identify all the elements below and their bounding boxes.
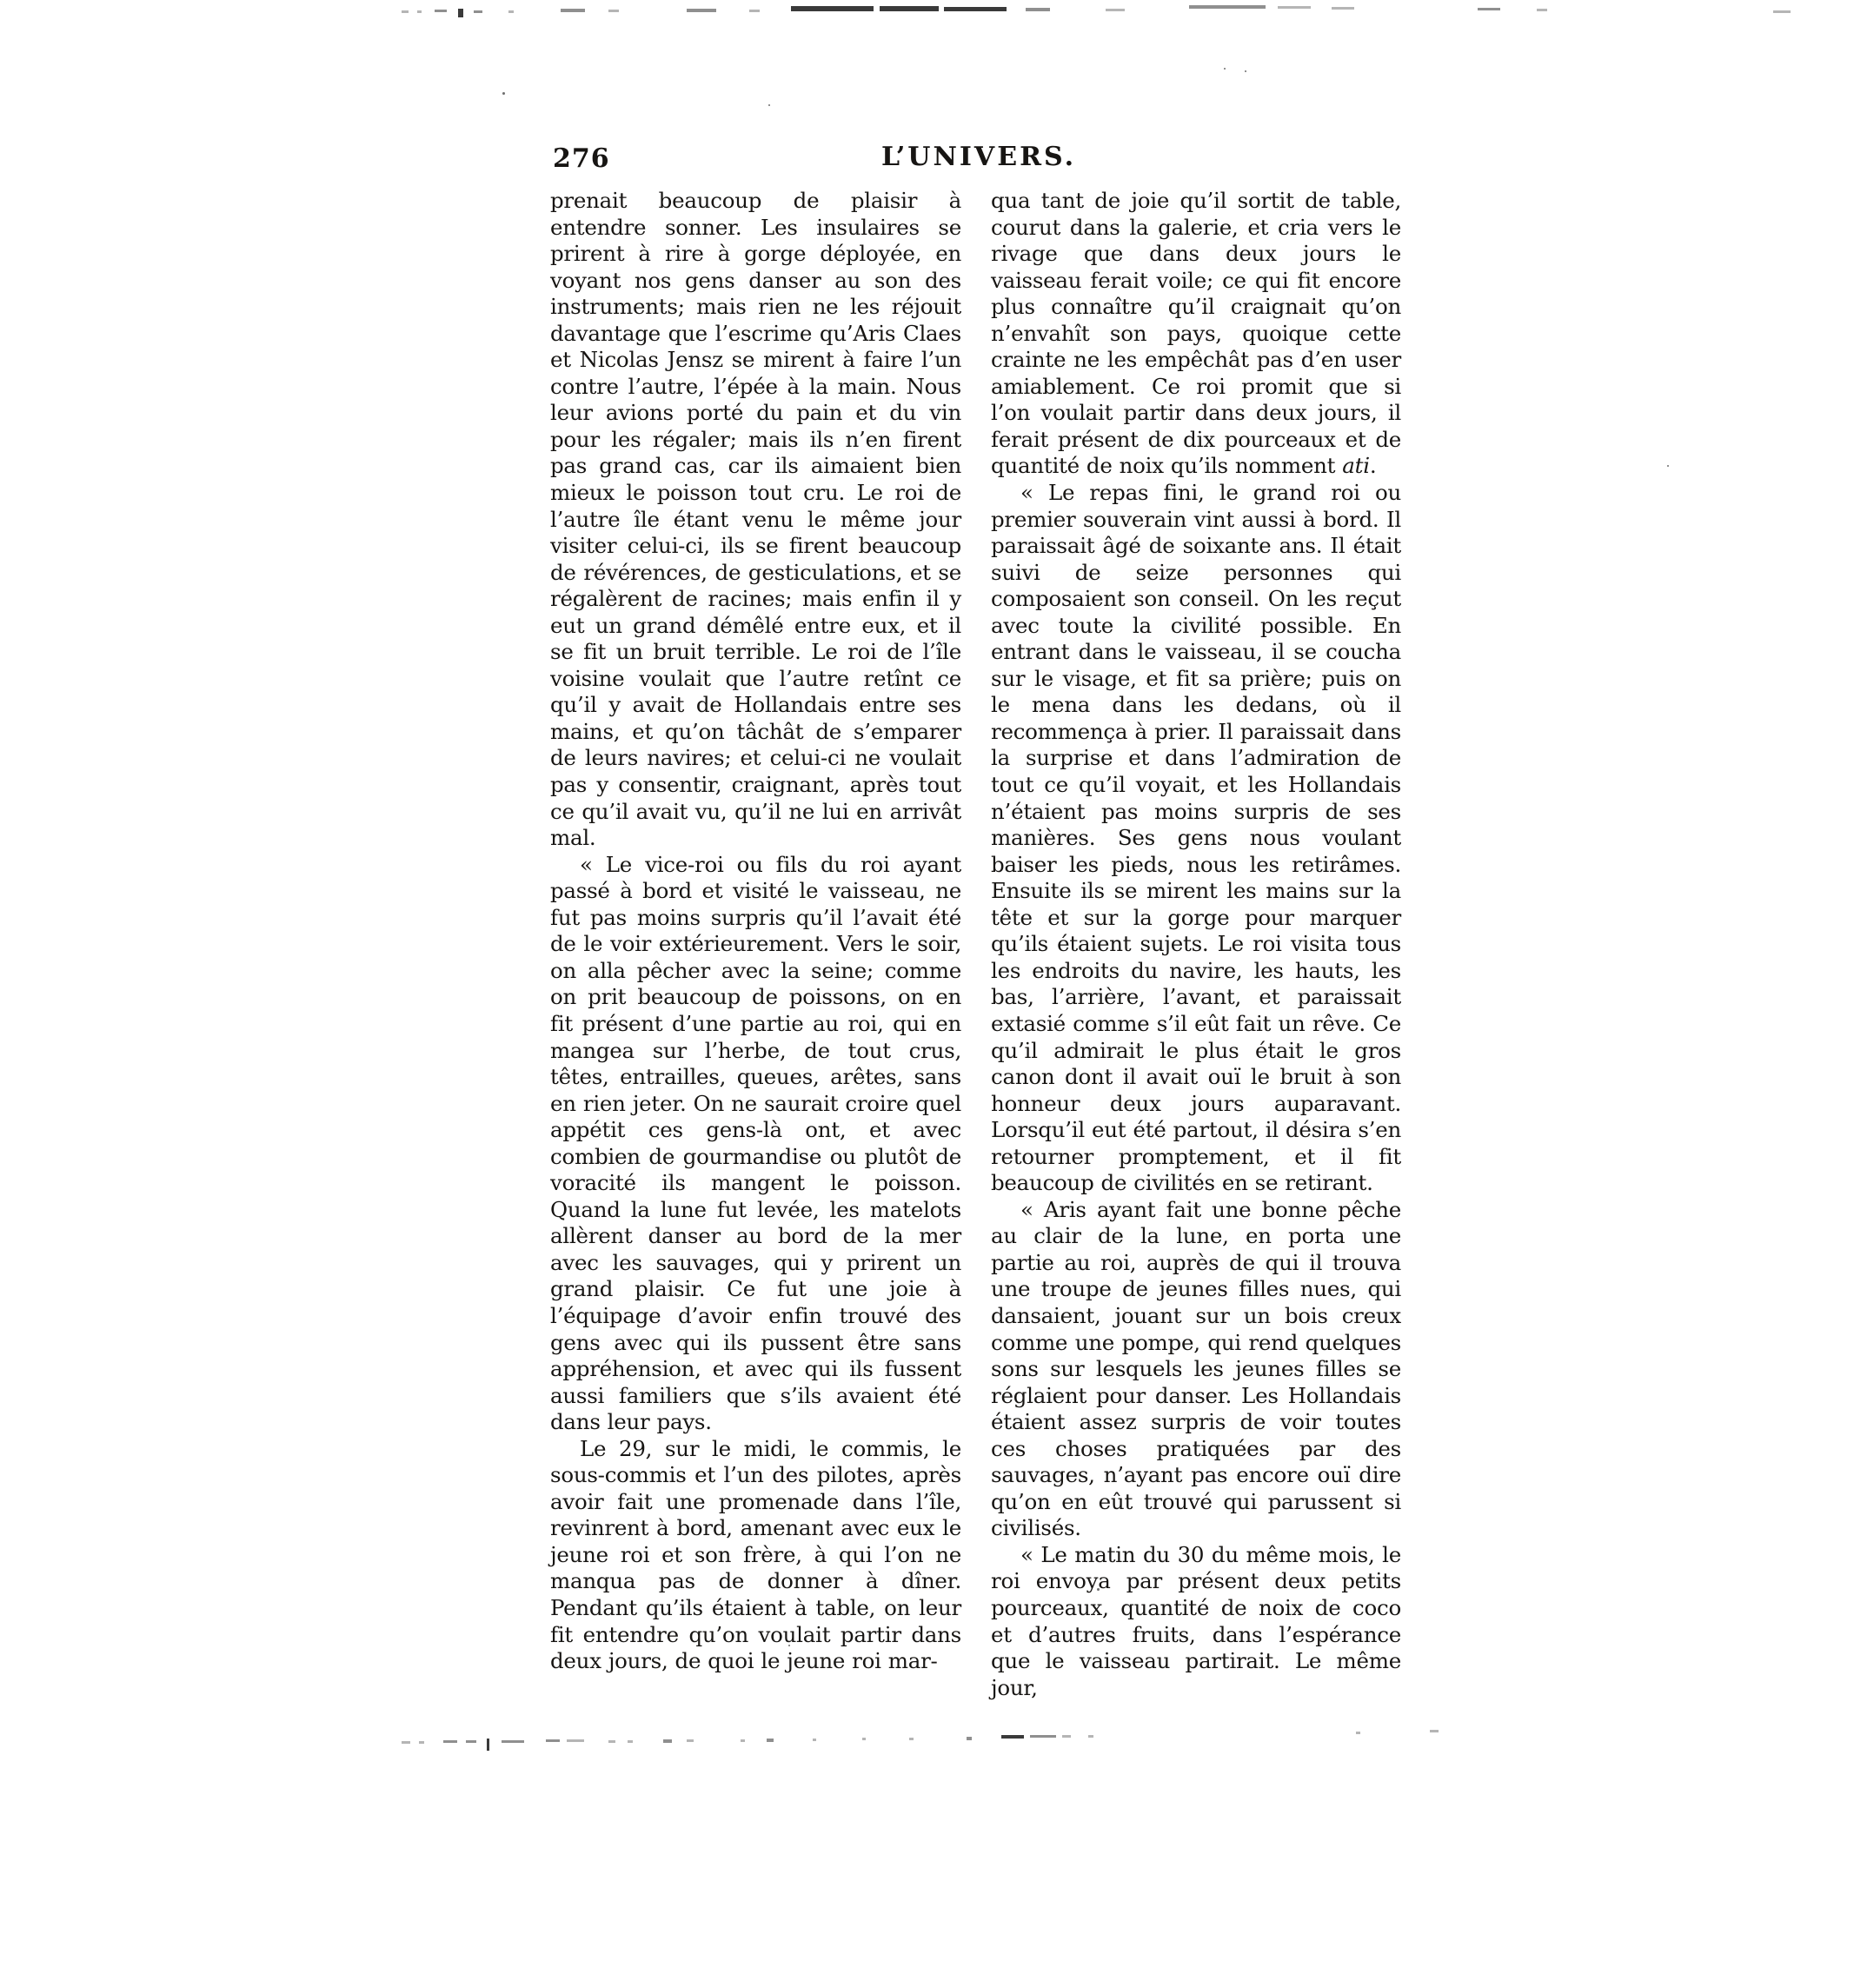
text-column-left [550,188,961,1675]
paragraph: « Le repas fini, le grand roi ou premier souverain vint aussi à bord. Il paraissait âgé de soixante ans. Il était suivi de seize personnes qui composaient son conseil. On les reçut avec toute la civilité possible. En entrant dans le vaisseau, il se coucha sur le visage, et fit sa prière; puis on le mena dans les dedans, où il recommença à prier. Il paraissait dans la surprise et dans l’admiration de tout ce qu’il voyait, et les Hollandais n’étaient pas moins surpris de ses manières. Ses gens nous voulant baiser les pieds, nous les retirâmes. Ensuite ils se mirent les mains sur la tête et sur la gorge pour marquer qu’ils étaient sujets. Le roi visita tous les endroits du navire, les hauts, les bas, l’arrière, l’avant, et paraissait extasié comme s’il eût fait un rêve. Ce qu’il admirait le plus était le gros canon dont il avait ouï le bruit à son honneur deux jours auparavant. Lorsqu’il eut été partout, il désira s’en retourner promptement, et il fit beaucoup de civilités en se retirant. [991,480,1401,1196]
italic-word: ati [1342,453,1370,479]
paragraph [991,188,1401,480]
paragraph: « Le vice-roi ou fils du roi ayant passé à bord et visité le vaisseau, ne fut pas moins surpris qu’il l’avait été de le voir extérieurement. Vers le soir, on alla pêcher avec la seine; comme on prit beaucoup de poissons, on en fit présent d’une partie au roi, qui en mangea sur l’herbe, de tout crus, têtes, entrailles, queues, arêtes, sans en rien jeter. On ne saurait croire quel appétit ces gens-là ont, et avec combien de gourmandise ou plutôt de voracité ils mangent le poisson. Quand la lune fut levée, les matelots allèrent danser au bord de la mer avec les sauvages, qui y prirent un grand plaisir. Ce fut une joie à l’équipage d’avoir enfin trouvé des gens avec qui ils pussent être sans appréhension, et avec qui ils fussent aussi familiers que s’ils avaient été dans leur pays. [550,851,961,1435]
paragraph: « Aris ayant fait une bonne pêche au clair de la lune, en porta une partie au roi, auprès de qui il trouva une troupe de jeunes filles nues, qui dansaient, jouant sur un bois creux comme une pompe, qui rend quelques sons sur lesquels les jeunes filles se réglaient pour danser. Les Hollandais étaient assez surpris de voir toutes ces choses pratiquées par des sauvages, n’ayant pas encore ouï dire qu’on en eût trouvé qui parussent si civilisés. [991,1196,1401,1541]
running-title: L’UNIVERS. [880,142,1077,172]
text-column-right [991,188,1401,1701]
paragraph: Le 29, sur le midi, le commis, le sous-commis et l’un des pilotes, après avoir fait une promenade dans l’île, revinrent à bord, amenant avec eux le jeune roi et son frère, à qui l’on ne manqua pas de donner à dîner. Pendant qu’ils étaient à table, on leur fit entendre qu’on voulait partir dans deux jours, de quoi le jeune roi mar- [550,1435,961,1674]
paragraph-text: . [1369,453,1377,479]
paragraph: prenait beaucoup de plaisir à entendre sonner. Les insulaires se prirent à rire à gorge déployée, en voyant nos gens danser au son des instruments; mais rien ne les réjouit davantage que l’escrime qu’Aris Claes et Nicolas Jensz se mirent à faire l’un contre l’autre, l’épée à la main. Nous leur avions porté du pain et du vin pour les régaler; mais ils n’en firent pas grand cas, car ils aimaient bien mieux le poisson tout cru. Le roi de l’autre île étant venu le même jour visiter celui-ci, ils se firent beaucoup de révérences, de gesticulations, et se régalèrent de racines; mais enfin il y eut un grand démêlé entre eux, et il se fit un bruit terrible. Le roi de l’île voisine voulait que l’autre retînt ce qu’il y avait de Hollandais entre ses mains, et qu’on tâchât de s’emparer de leurs navires; et celui-ci ne voulait pas y consentir, craignant, après tout ce qu’il avait vu, qu’il ne lui en arrivât mal. [550,188,961,851]
paragraph-text: qua tant de joie qu’il sortit de table, courut dans la galerie, et cria vers le rivage que dans deux jours le vaisseau ferait voile; ce qui fit encore plus connaître qu’il craignait qu’on n’envahît son pays, quoique cette crainte ne les empêchât pas d’en user amiablement. Ce roi promit que si l’on voulait partir dans deux jours, il ferait présent de dix pourceaux et de quantité de noix qu’ils nomment [991,188,1401,479]
page-number: 276 [553,143,610,174]
paragraph: « Le matin du 30 du même mois, le roi envoya par présent deux petits pourceaux, quantité de noix de coco et d’autres fruits, dans l’espérance que le vaisseau partirait. Le même jour, [991,1541,1401,1700]
